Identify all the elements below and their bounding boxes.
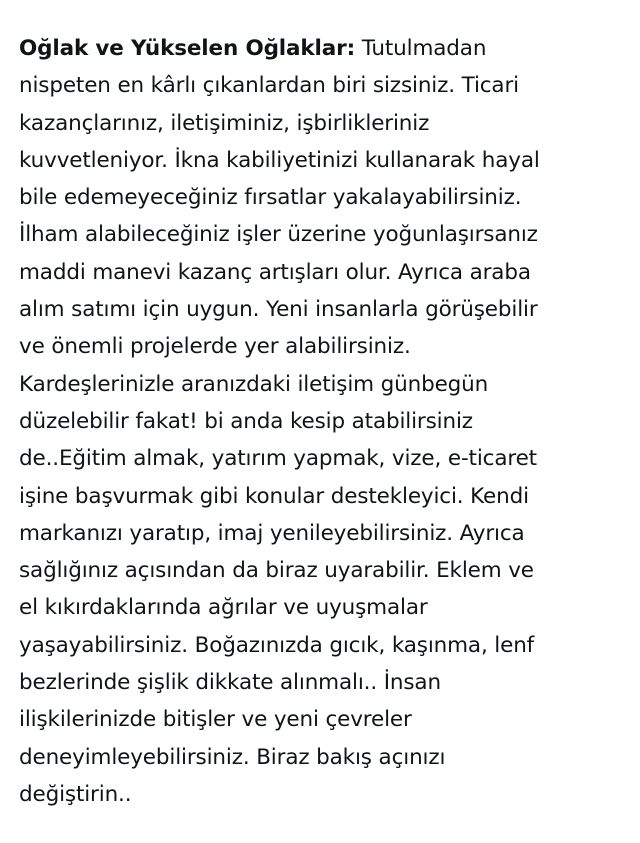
text-line: el kıkırdaklarında ağrılar ve uyuşmalar [19,595,428,621]
text-line: Kardeşlerinizle aranızdaki iletişim günbegün [19,371,489,397]
text-line: alım satımı için uygun. Yeni insanlarla görüşebilir [19,297,538,323]
text-line [19,30,627,67]
text-line: yaşayabilirsiniz. Boğazınızda gıcık, kaşınma, lenf [19,632,535,658]
text-line: işine başvurmak gibi konular destekleyici. Kendi [19,483,529,509]
text-line: düzelebilir fakat! bi anda kesip atabilirsiniz [19,408,473,434]
text-line: deneyimleyebilirsiniz. Biraz bakış açınızı [19,744,446,770]
text-line: de..Eğitim almak, yatırım yapmak, vize, e-ticaret [19,446,537,472]
post-text [19,30,627,813]
text-line: İlham alabileceğiniz işler üzerine yoğunlaşırsanız [19,222,538,248]
text-line: ve önemli projelerde yer alabilirsiniz. [19,334,411,360]
text-segment: Tutulmadan [355,36,487,61]
text-line: maddi manevi kazanç artışları olur. Ayrıca araba [19,259,531,285]
text-line: bezlerinde şişlik dikkate alınmalı.. İnsan [19,670,441,696]
text-line: kuvvetleniyor. İkna kabiliyetinizi kullanarak hayal [19,147,540,173]
text-line: değiştirin.. [19,781,132,807]
text-line: kazançlarınız, iletişiminiz, işbirlikleriniz [19,110,430,136]
text-line: ilişkilerinizde bitişler ve yeni çevreler [19,707,412,733]
text-line: markanızı yaratıp, imaj yenileyebilirsiniz. Ayrıca [19,520,525,546]
text-line: nispeten en kârlı çıkanlardan biri sizsiniz. Ticari [19,73,519,99]
text-line: bile edemeyeceğiniz fırsatlar yakalayabilirsiniz. [19,185,522,211]
text-line: sağlığınız açısından da biraz uyarabilir. Eklem ve [19,558,534,584]
post-heading: Oğlak ve Yükselen Oğlaklar: [19,36,356,61]
